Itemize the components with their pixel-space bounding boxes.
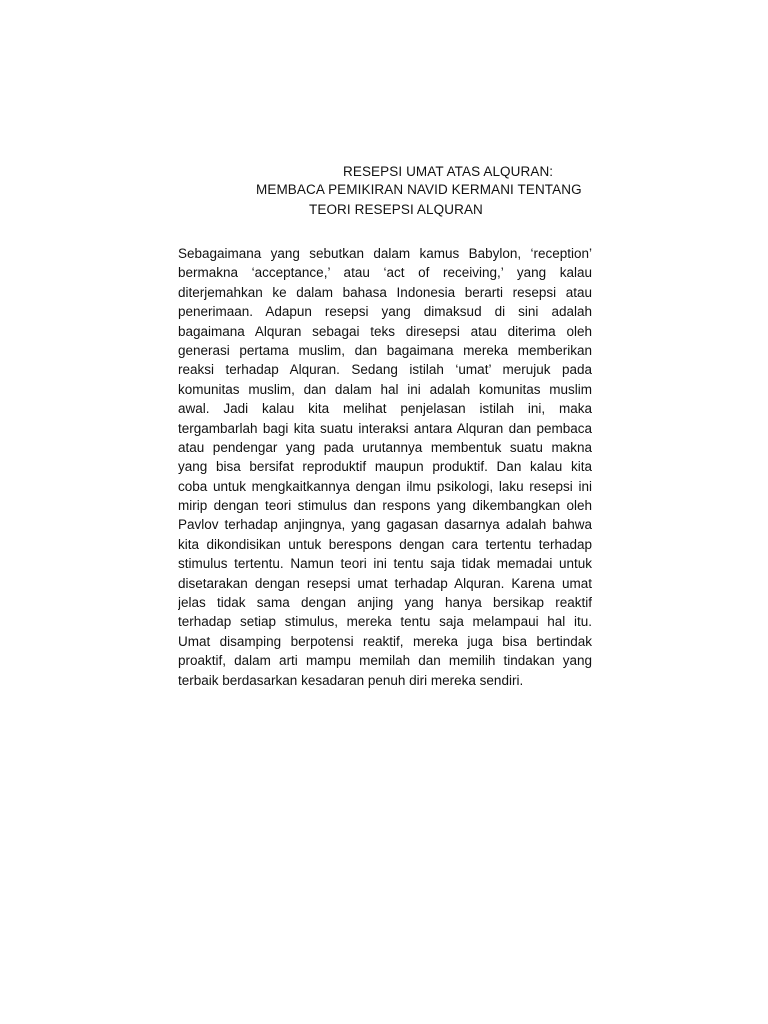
paragraph-line: kita dikondisikan untuk berespons dengan cara tertentu terhadap — [178, 536, 592, 552]
paragraph-line: proaktif, dalam arti mampu memilah dan memilih tindakan yang — [178, 653, 592, 669]
paragraph-line: Sebagaimana yang sebutkan dalam kamus Babylon, ‘reception’ — [178, 246, 592, 261]
paragraph-line: Umat disamping berpotensi reaktif, mereka juga bisa bertindak — [178, 633, 592, 649]
paragraph-line: coba untuk mengkaitkannya dengan ilmu psikologi, laku resepsi ini — [178, 478, 592, 494]
paragraph-line: mirip dengan teori stimulus dan respons yang dikembangkan oleh — [178, 498, 592, 514]
title-line-2: MEMBACA PEMIKIRAN NAVID KERMANI TENTANG — [256, 182, 582, 197]
paragraph-line: terhadap setiap stimulus, mereka tentu saja melampaui hal itu. — [178, 614, 592, 630]
paragraph-line: komunitas muslim, dan dalam hal ini adalah komunitas muslim — [178, 381, 592, 397]
paragraph-line: bermakna ‘acceptance,’ atau ‘act of receiving,’ yang kalau — [178, 265, 592, 281]
title-line-3: TEORI RESEPSI ALQURAN — [309, 202, 483, 217]
paragraph-line: bagaimana Alquran sebagai teks diresepsi atau diterima oleh — [178, 323, 592, 339]
paragraph-line: diterjemahkan ke dalam bahasa Indonesia berarti resepsi atau — [178, 284, 592, 300]
body-paragraph — [178, 244, 592, 690]
paragraph-line: reaksi terhadap Alquran. Sedang istilah ‘umat’ merujuk pada — [178, 362, 592, 378]
paragraph-line: atau pendengar yang pada urutannya membentuk suatu makna — [178, 439, 592, 455]
paragraph-line: awal. Jadi kalau kita melihat penjelasan istilah ini, maka — [178, 401, 592, 417]
paragraph-line: jelas tidak sama dengan anjing yang hanya bersikap reaktif — [178, 595, 592, 611]
paragraph-line: Pavlov terhadap anjingnya, yang gagasan dasarnya adalah bahwa — [178, 517, 592, 533]
paragraph-line: stimulus tertentu. Namun teori ini tentu saja tidak memadai untuk — [178, 556, 592, 572]
paragraph-line: disetarakan dengan resepsi umat terhadap Alquran. Karena umat — [178, 575, 592, 591]
paragraph-line: terbaik berdasarkan kesadaran penuh diri mereka sendiri. — [178, 672, 524, 688]
title-line-1: RESEPSI UMAT ATAS ALQURAN: — [343, 164, 554, 179]
paragraph-line: tergambarlah bagi kita suatu interaksi antara Alquran dan pembaca — [178, 420, 592, 436]
paragraph-line: penerimaan. Adapun resepsi yang dimaksud di sini adalah — [178, 304, 592, 320]
paragraph-line: yang bisa bersifat reproduktif maupun produktif. Dan kalau kita — [178, 459, 592, 475]
paragraph-line: generasi pertama muslim, dan bagaimana mereka memberikan — [178, 342, 592, 358]
